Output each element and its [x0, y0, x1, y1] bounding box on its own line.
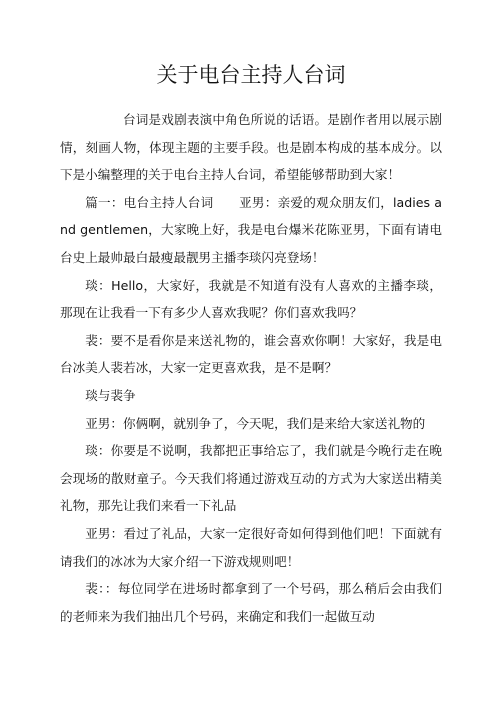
paragraph-7: 亚男：看过了礼品，大家一定很好奇如何得到他们吧！下面就有请我们的冰冰为大家介绍一下游戏规则吧！ — [60, 525, 442, 569]
paragraph-1: 篇一：电台主持人台词 亚男：亲爱的观众朋友们，ladies and gentlemen，大家晚上好，我是电台爆米花陈亚男，下面有请电台史上最帅最白最瘦最靓男主播李琰闪亮登场！ — [60, 194, 442, 265]
paragraph-8: 裴：：每位同学在进场时都拿到了一个号码，那么稍后会由我们的老师来为我们抽出几个号码，来确定和我们一起做互动 — [60, 581, 442, 624]
paragraph-intro: 台词是戏剧表演中角色所说的话语。是剧作者用以展示剧情，刻画人物，体现主题的主要手段。也是剧本构成的基本成分。以下是小编整理的关于电台主持人台词，希望能够帮助到大家！ — [60, 112, 442, 183]
paragraph-3: 裴：要不是看你是来送礼物的，谁会喜欢你啊！大家好，我是电台冰美人裴若冰，大家一定更喜欢我，是不是啊？ — [60, 332, 442, 376]
document-title: 关于电台主持人台词 — [156, 63, 346, 87]
paragraph-6: 琰：你要是不说啊，我都把正事给忘了，我们就是今晚行走在晚会现场的散财童子。今天我们将通过游戏互动的方式为大家送出精美礼物，那先让我们来看一下礼品 — [60, 443, 442, 514]
paragraph-2: 琰：Hello，大家好，我就是不知道有没有人喜欢的主播李琰，那现在让我看一下有多少人喜欢我呢？你们喜欢我吗？ — [60, 277, 442, 321]
paragraph-5: 亚男：你俩啊，就别争了，今天呢，我们是来给大家送礼物的 — [85, 415, 426, 431]
paragraph-4: 琰与裴争 — [85, 387, 136, 403]
